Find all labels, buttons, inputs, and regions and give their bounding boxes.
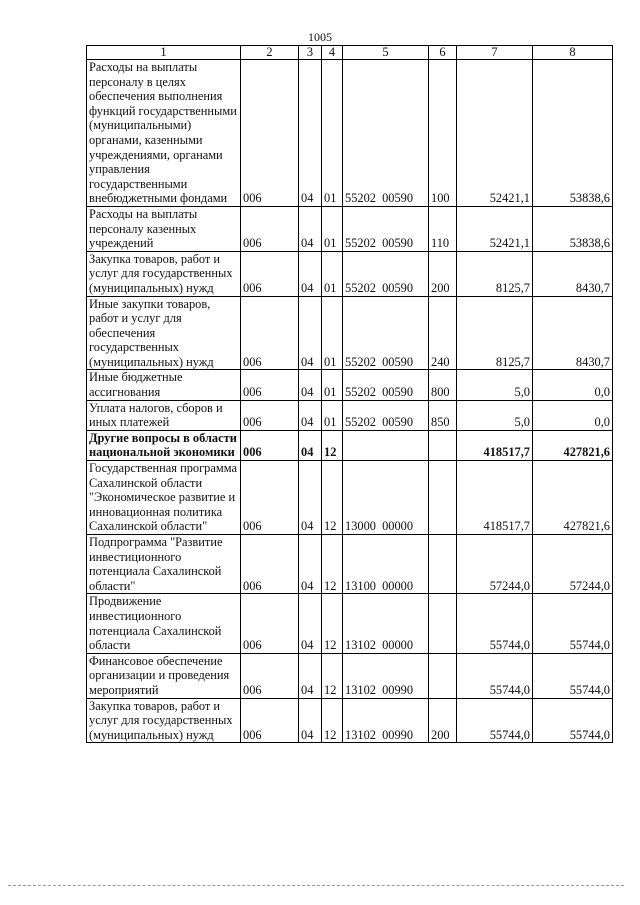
admin-code-cell: 006 (241, 296, 299, 370)
expense-type-cell: 110 (429, 206, 457, 251)
subsection-cell: 12 (322, 594, 343, 653)
amount-year2-cell: 427821,6 (533, 430, 613, 460)
row-name-cell: Закупка товаров, работ и услуг для государственных (муниципальных) нужд (87, 251, 241, 296)
amount-year2-cell: 55744,0 (533, 698, 613, 743)
section-cell: 04 (299, 461, 322, 535)
table-row (87, 698, 613, 743)
header-cell-2: 2 (241, 46, 299, 60)
subsection-cell: 12 (322, 535, 343, 594)
expense-type-cell: 100 (429, 60, 457, 207)
amount-year1-cell: 8125,7 (457, 296, 533, 370)
admin-code-cell: 006 (241, 370, 299, 400)
admin-code-cell: 006 (241, 535, 299, 594)
row-name-cell: Продвижение инвестиционного потенциала Сахалинской области (87, 594, 241, 653)
subsection-cell: 12 (322, 653, 343, 698)
header-cell-1: 1 (87, 46, 241, 60)
header-cell-3: 3 (299, 46, 322, 60)
target-article-cell: 55202 00590 (343, 60, 429, 207)
section-cell: 04 (299, 206, 322, 251)
row-name-cell: Иные закупки товаров, работ и услуг для обеспечения государственных (муниципальных) нужд (87, 296, 241, 370)
row-name-cell: Другие вопросы в области национальной экономики (87, 430, 241, 460)
target-article-cell: 55202 00590 (343, 370, 429, 400)
amount-year2-cell: 57244,0 (533, 535, 613, 594)
page-number: 1005 (308, 30, 332, 44)
table-row (87, 206, 613, 251)
amount-year1-cell: 55744,0 (457, 653, 533, 698)
expense-type-cell (429, 594, 457, 653)
expense-type-cell: 850 (429, 400, 457, 430)
header-cell-8: 8 (533, 46, 613, 60)
amount-year2-cell: 0,0 (533, 370, 613, 400)
table-row (87, 430, 613, 460)
subsection-cell: 01 (322, 251, 343, 296)
table-row (87, 594, 613, 653)
table-row (87, 60, 613, 207)
section-cell: 04 (299, 594, 322, 653)
table-header-row (87, 46, 613, 60)
section-cell: 04 (299, 400, 322, 430)
target-article-cell: 55202 00590 (343, 296, 429, 370)
expense-type-cell: 240 (429, 296, 457, 370)
subsection-cell: 12 (322, 698, 343, 743)
row-name-cell: Расходы на выплаты персоналу в целях обеспечения выполнения функций государственными (муниципальными) органами, казенными учреждениями, органами управления государственными внебюджетными фондами (87, 60, 241, 207)
admin-code-cell: 006 (241, 461, 299, 535)
row-name-cell: Расходы на выплаты персоналу казенных учреждений (87, 206, 241, 251)
expense-type-cell: 800 (429, 370, 457, 400)
bottom-divider (8, 885, 624, 886)
target-article-cell (343, 430, 429, 460)
target-article-cell: 13102 00000 (343, 594, 429, 653)
row-name-cell: Государственная программа Сахалинской области "Экономическое развитие и инновационная политика Сахалинской области" (87, 461, 241, 535)
expense-type-cell (429, 653, 457, 698)
amount-year1-cell: 8125,7 (457, 251, 533, 296)
section-cell: 04 (299, 535, 322, 594)
amount-year2-cell: 55744,0 (533, 653, 613, 698)
admin-code-cell: 006 (241, 653, 299, 698)
admin-code-cell: 006 (241, 594, 299, 653)
row-name-cell: Финансовое обеспечение организации и проведения мероприятий (87, 653, 241, 698)
subsection-cell: 01 (322, 400, 343, 430)
admin-code-cell: 006 (241, 251, 299, 296)
row-name-cell: Подпрограмма "Развитие инвестиционного потенциала Сахалинской области" (87, 535, 241, 594)
subsection-cell: 12 (322, 430, 343, 460)
expense-type-cell (429, 535, 457, 594)
amount-year2-cell: 53838,6 (533, 206, 613, 251)
header-cell-6: 6 (429, 46, 457, 60)
amount-year1-cell: 55744,0 (457, 594, 533, 653)
subsection-cell: 01 (322, 206, 343, 251)
expense-type-cell: 200 (429, 251, 457, 296)
row-name-cell: Иные бюджетные ассигнования (87, 370, 241, 400)
header-cell-4: 4 (322, 46, 343, 60)
amount-year1-cell: 5,0 (457, 400, 533, 430)
table-row (87, 653, 613, 698)
section-cell: 04 (299, 251, 322, 296)
subsection-cell: 01 (322, 296, 343, 370)
target-article-cell: 13100 00000 (343, 535, 429, 594)
table-row (87, 370, 613, 400)
section-cell: 04 (299, 296, 322, 370)
section-cell: 04 (299, 430, 322, 460)
table-row (87, 535, 613, 594)
amount-year2-cell: 53838,6 (533, 60, 613, 207)
subsection-cell: 12 (322, 461, 343, 535)
subsection-cell: 01 (322, 370, 343, 400)
target-article-cell: 55202 00590 (343, 251, 429, 296)
amount-year2-cell: 8430,7 (533, 296, 613, 370)
amount-year1-cell: 52421,1 (457, 60, 533, 207)
table-row (87, 251, 613, 296)
amount-year1-cell: 57244,0 (457, 535, 533, 594)
amount-year1-cell: 55744,0 (457, 698, 533, 743)
table-row (87, 400, 613, 430)
table-row (87, 296, 613, 370)
target-article-cell: 13000 00000 (343, 461, 429, 535)
header-cell-5: 5 (343, 46, 429, 60)
subsection-cell: 01 (322, 60, 343, 207)
admin-code-cell: 006 (241, 430, 299, 460)
amount-year1-cell: 418517,7 (457, 430, 533, 460)
amount-year2-cell: 8430,7 (533, 251, 613, 296)
section-cell: 04 (299, 698, 322, 743)
section-cell: 04 (299, 60, 322, 207)
expense-type-cell: 200 (429, 698, 457, 743)
amount-year2-cell: 55744,0 (533, 594, 613, 653)
target-article-cell: 55202 00590 (343, 206, 429, 251)
admin-code-cell: 006 (241, 60, 299, 207)
admin-code-cell: 006 (241, 206, 299, 251)
budget-table (86, 45, 613, 743)
amount-year1-cell: 418517,7 (457, 461, 533, 535)
row-name-cell: Уплата налогов, сборов и иных платежей (87, 400, 241, 430)
admin-code-cell: 006 (241, 698, 299, 743)
table-row (87, 461, 613, 535)
section-cell: 04 (299, 653, 322, 698)
amount-year2-cell: 427821,6 (533, 461, 613, 535)
target-article-cell: 13102 00990 (343, 653, 429, 698)
amount-year1-cell: 52421,1 (457, 206, 533, 251)
expense-type-cell (429, 461, 457, 535)
target-article-cell: 13102 00990 (343, 698, 429, 743)
expense-type-cell (429, 430, 457, 460)
amount-year2-cell: 0,0 (533, 400, 613, 430)
section-cell: 04 (299, 370, 322, 400)
amount-year1-cell: 5,0 (457, 370, 533, 400)
row-name-cell: Закупка товаров, работ и услуг для государственных (муниципальных) нужд (87, 698, 241, 743)
target-article-cell: 55202 00590 (343, 400, 429, 430)
admin-code-cell: 006 (241, 400, 299, 430)
header-cell-7: 7 (457, 46, 533, 60)
